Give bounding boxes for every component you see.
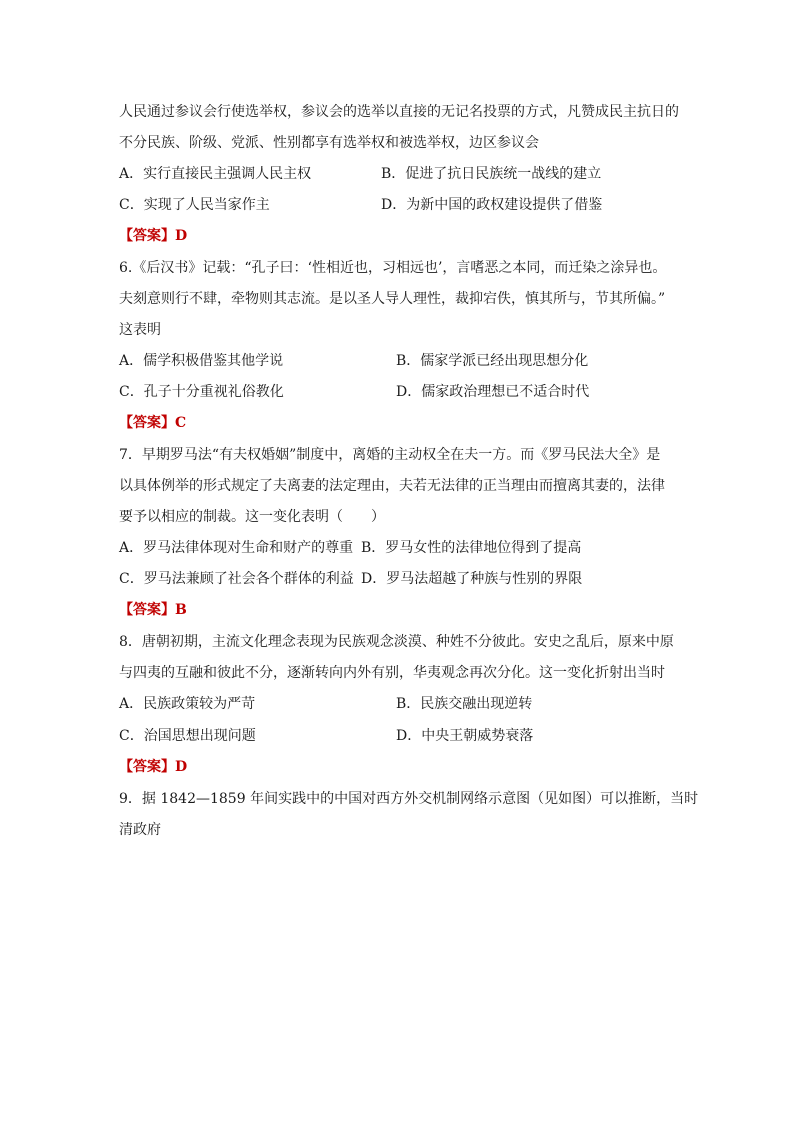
q6-option-d: D．儒家政治理想已不适合时代 [396,384,590,400]
q5-answer: 【答案】D [119,228,188,244]
q6-stem-line-1: 6.《后汉书》记载：“孔子曰：‘性相近也，习相远也’，言嗜恶之本同，而迁染之涂异也。 [119,260,667,276]
q8-option-b: B．民族交融出现逆转 [396,696,533,712]
q6-option-b: B．儒家学派已经出现思想分化 [396,353,589,369]
q7-option-a: A．罗马法律体现对生命和财产的尊重 [119,540,354,556]
q5-stem-line-2: 不分民族、阶级、党派、性别都享有选举权和被选举权，边区参议会 [119,135,539,151]
q7-stem-line-3: 要予以相应的制裁。这一变化表明（ ） [119,509,385,525]
q6-option-a: A．儒学积极借鉴其他学说 [119,353,284,369]
q8-stem-line-2: 与四夷的互融和彼此不分，逐渐转向内外有别，华夷观念再次分化。这一变化折射出当时 [119,665,665,681]
q6-answer: 【答案】C [119,415,187,431]
q6-option-c: C．孔子十分重视礼俗教化 [119,384,284,400]
q8-answer: 【答案】D [119,759,188,775]
q7-option-d: D．罗马法超越了种族与性别的界限 [361,571,583,587]
q6-stem-line-2: 夫刻意则行不肆，牵物则其志流。是以圣人导人理性，裁抑宕佚，慎其所与，节其所偏。” [119,291,666,307]
q7-option-b: B．罗马女性的法律地位得到了提高 [361,540,582,556]
q5-option-b: B．促进了抗日民族统一战线的建立 [381,166,602,182]
q9-stem-line-2: 清政府 [119,822,161,838]
q7-option-c: C．罗马法兼顾了社会各个群体的利益 [119,571,354,587]
q5-option-c: C．实现了人民当家作主 [119,197,270,213]
q8-option-d: D．中央王朝威势衰落 [396,728,534,744]
q5-option-d: D．为新中国的政权建设提供了借鉴 [381,197,603,213]
q8-option-c: C．治国思想出现问题 [119,728,256,744]
q6-stem-line-3: 这表明 [119,322,161,338]
q5-option-a: A．实行直接民主强调人民主权 [119,166,312,182]
q7-stem-line-1: 7．早期罗马法“有夫权婚姻”制度中，离婚的主动权全在夫一方。而《罗马民法大全》是 [119,447,661,463]
q8-option-a: A．民族政策较为严苛 [119,696,256,712]
q7-answer: 【答案】B [119,602,187,618]
q8-stem-line-1: 8．唐朝初期，主流文化理念表现为民族观念淡漠、种姓不分彼此。安史之乱后，原来中原 [119,634,674,650]
q7-stem-line-2: 以具体例举的形式规定了夫离妻的法定理由，夫若无法律的正当理由而擅离其妻的，法律 [119,478,665,494]
q9-stem-line-1: 9．据 1842—1859 年间实践中的中国对西方外交机制网络示意图（见如图）可以推断，当时 [119,791,699,807]
q5-stem-line-1: 人民通过参议会行使选举权，参议会的选举以直接的无记名投票的方式，凡赞成民主抗日的 [119,104,679,120]
